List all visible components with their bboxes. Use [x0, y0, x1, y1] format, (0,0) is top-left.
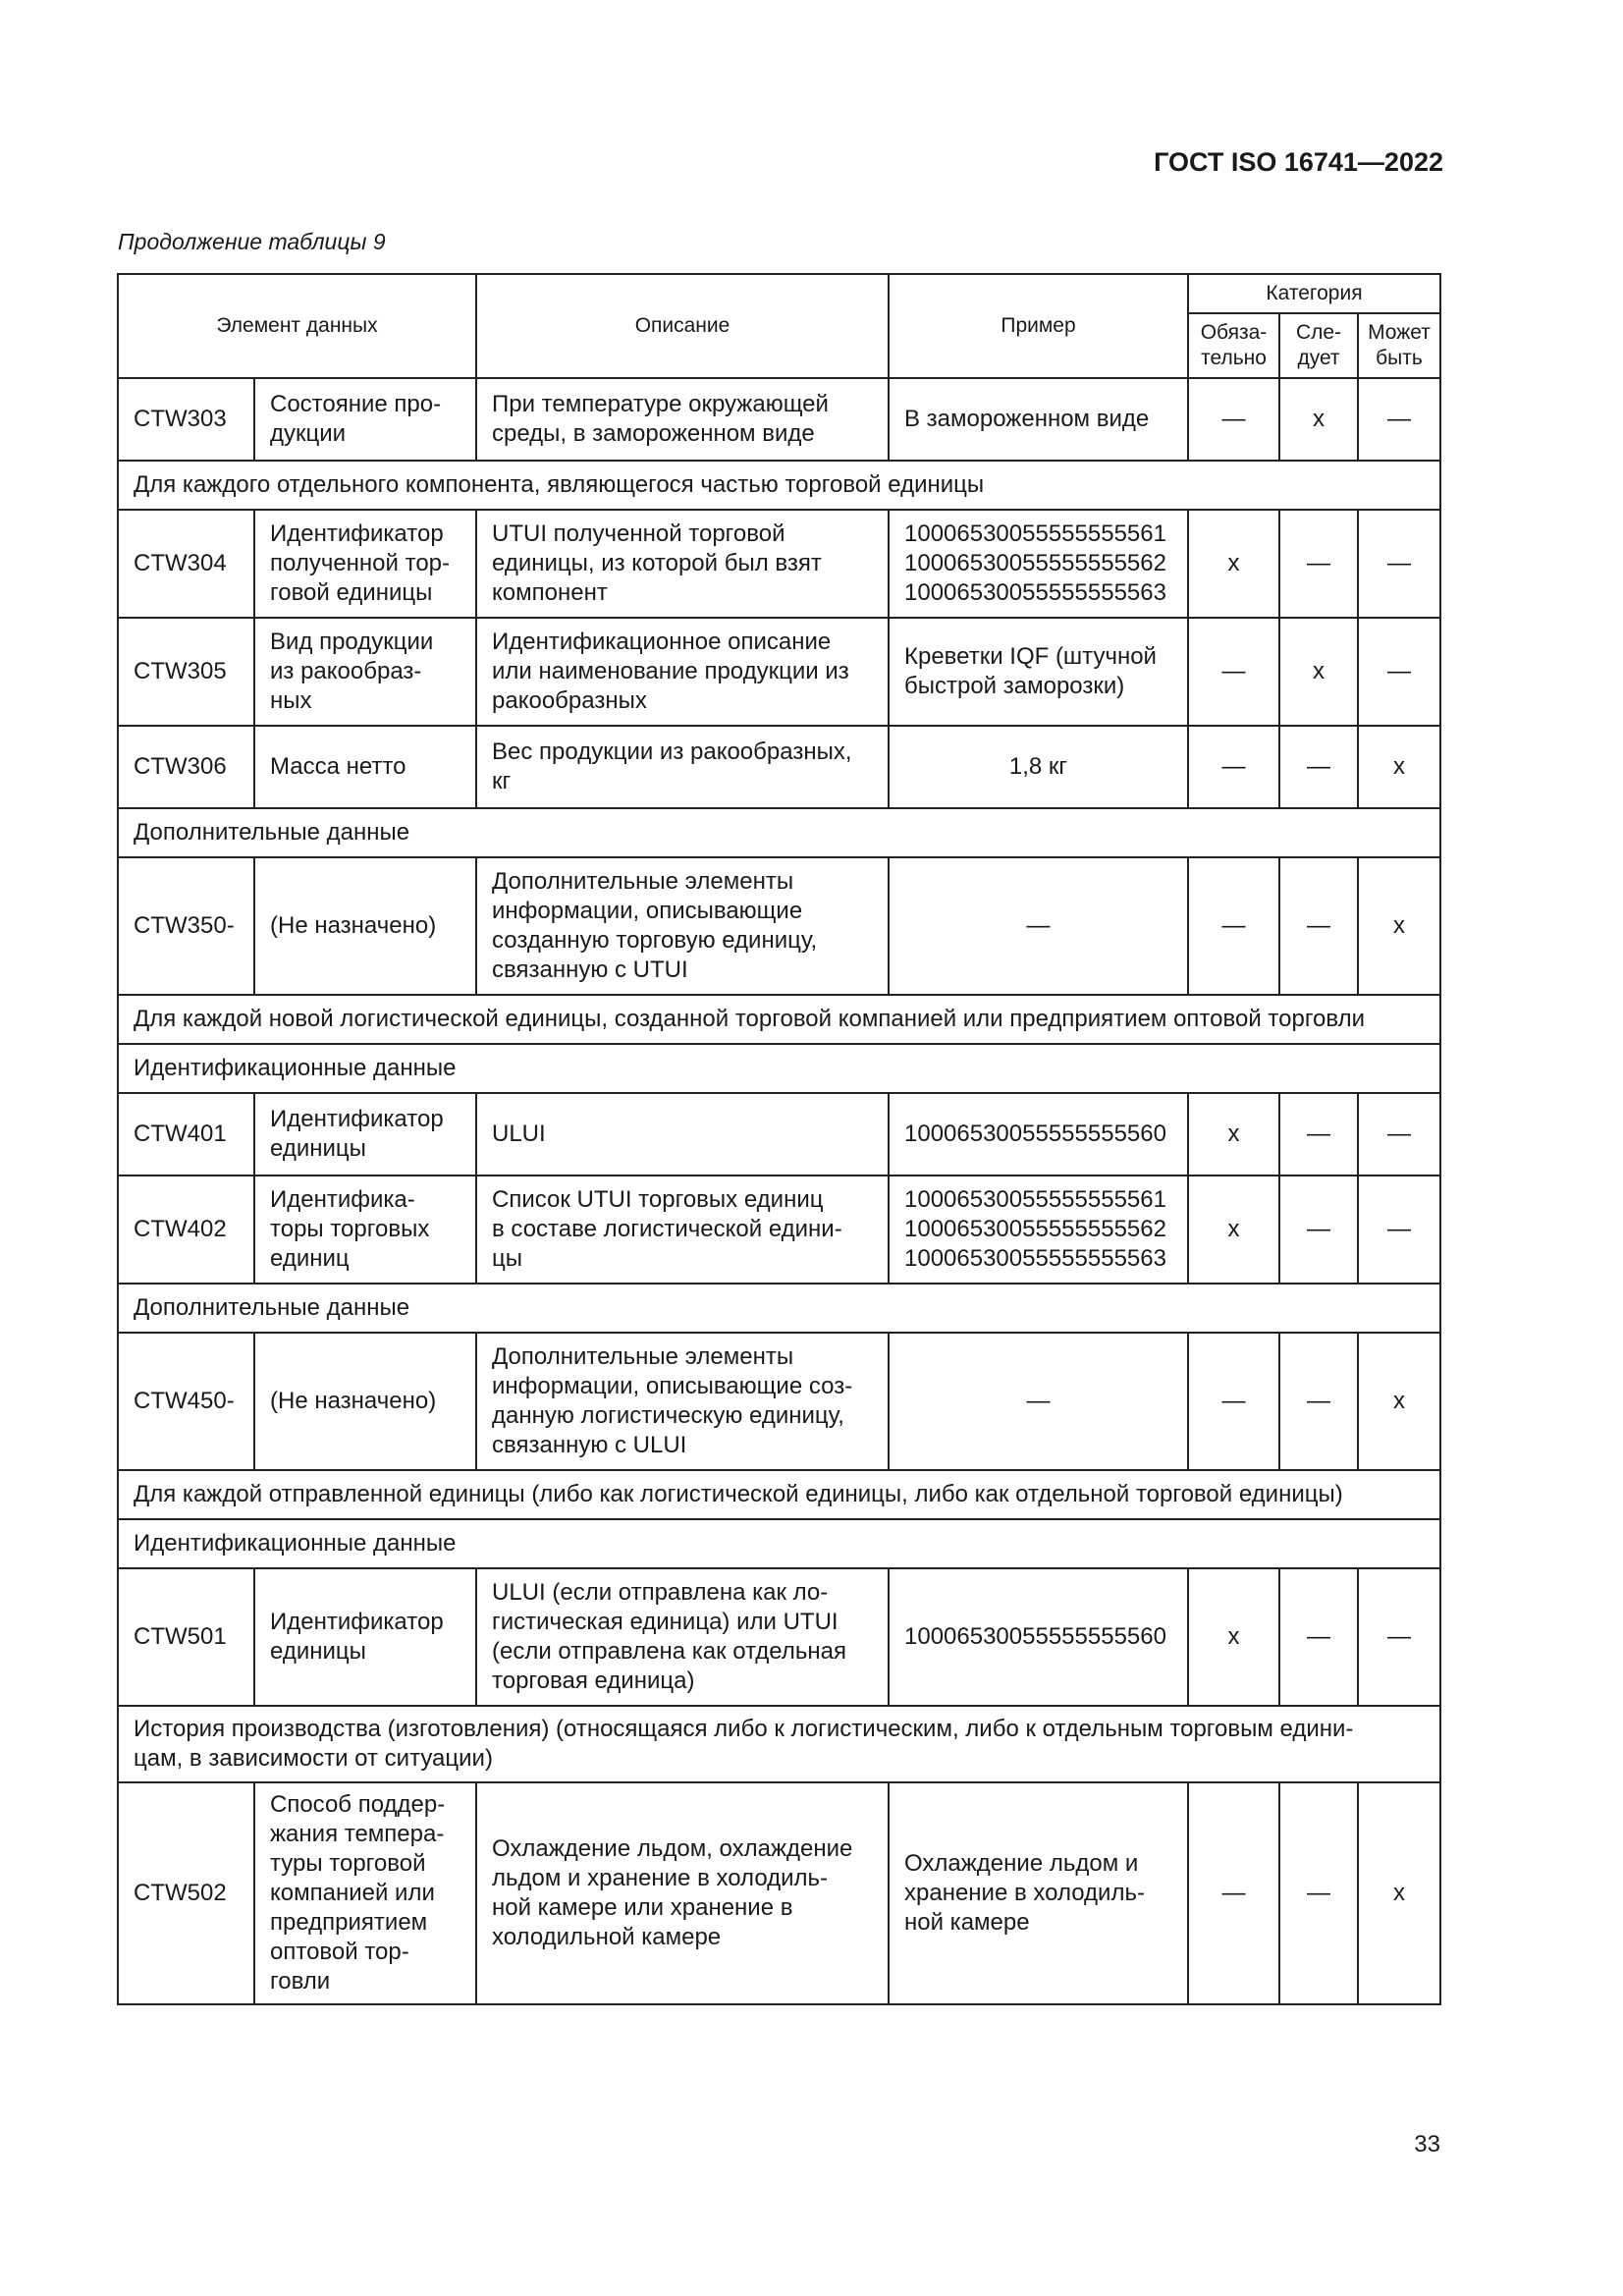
table-row: [118, 1782, 1440, 2004]
element-example: 10006530055555555561 10006530055555555562 10006530055555555563: [889, 510, 1188, 618]
table-row: [118, 1093, 1440, 1175]
category-should: —: [1279, 726, 1358, 808]
element-description: Вес продукции из ракообразных, кг: [476, 726, 889, 808]
element-code: CTW303: [118, 378, 254, 461]
element-example: Охлаждение льдом и хранение в холодиль- ной камере: [889, 1782, 1188, 2004]
section-heading: Дополнительные данные: [118, 1284, 1440, 1333]
section-heading: Идентификационные данные: [118, 1044, 1440, 1093]
element-example: 1,8 кг: [889, 726, 1188, 808]
category-should: —: [1279, 857, 1358, 995]
element-description: Список UTUI торговых единиц в составе логистической едини- цы: [476, 1175, 889, 1284]
table-row: [118, 510, 1440, 618]
element-description: Идентификационное описание или наименование продукции из ракообразных: [476, 618, 889, 726]
element-code: CTW350-: [118, 857, 254, 995]
category-should: —: [1279, 1333, 1358, 1470]
table-section-row: [118, 1044, 1440, 1093]
table-section-row: [118, 1284, 1440, 1333]
table-row: [118, 378, 1440, 461]
header-example: Пример: [889, 274, 1188, 378]
table-row: [118, 618, 1440, 726]
element-description: Охлаждение льдом, охлаждение льдом и хранение в холодиль- ной камере или хранение в холодильной камере: [476, 1782, 889, 2004]
element-code: CTW306: [118, 726, 254, 808]
table-body: [118, 378, 1440, 2004]
header-should: Сле- дует: [1279, 313, 1358, 378]
section-heading: Для каждой отправленной единицы (либо как логистической единицы, либо как отдельной торговой единицы): [118, 1470, 1440, 1519]
category-may: —: [1358, 1568, 1440, 1706]
section-heading: Для каждой новой логистической единицы, созданной торговой компанией или предприятием оптовой торговли: [118, 995, 1440, 1044]
header-mandatory: Обяза- тельно: [1188, 313, 1279, 378]
category-may: —: [1358, 510, 1440, 618]
section-heading: Для каждого отдельного компонента, являющегося частью торговой единицы: [118, 461, 1440, 510]
category-mandatory: x: [1188, 1093, 1279, 1175]
category-should: —: [1279, 1175, 1358, 1284]
category-may: x: [1358, 1333, 1440, 1470]
element-name: Идентификатор единицы: [254, 1093, 476, 1175]
element-name: (Не назначено): [254, 857, 476, 995]
category-should: —: [1279, 510, 1358, 618]
category-mandatory: —: [1188, 1782, 1279, 2004]
header-may: Может быть: [1358, 313, 1440, 378]
category-mandatory: —: [1188, 726, 1279, 808]
table-section-row: [118, 1706, 1440, 1782]
category-may: —: [1358, 378, 1440, 461]
category-may: —: [1358, 1093, 1440, 1175]
data-elements-table: [117, 273, 1441, 2005]
element-name: Состояние про- дукции: [254, 378, 476, 461]
table-row: [118, 857, 1440, 995]
element-example: 10006530055555555560: [889, 1093, 1188, 1175]
table-row: [118, 726, 1440, 808]
category-mandatory: x: [1188, 510, 1279, 618]
category-should: x: [1279, 378, 1358, 461]
category-should: —: [1279, 1568, 1358, 1706]
element-example: 10006530055555555561 10006530055555555562 10006530055555555563: [889, 1175, 1188, 1284]
category-may: —: [1358, 1175, 1440, 1284]
element-description: Дополнительные элементы информации, описывающие соз- данную логистическую единицу, связанную с ULUI: [476, 1333, 889, 1470]
table-section-row: [118, 808, 1440, 857]
category-may: x: [1358, 726, 1440, 808]
table-section-row: [118, 461, 1440, 510]
element-description: ULUI: [476, 1093, 889, 1175]
element-code: CTW401: [118, 1093, 254, 1175]
element-example: Креветки IQF (штучной быстрой заморозки): [889, 618, 1188, 726]
element-example: —: [889, 857, 1188, 995]
section-heading: Дополнительные данные: [118, 808, 1440, 857]
element-code: CTW304: [118, 510, 254, 618]
table-row: [118, 1568, 1440, 1706]
table-row: [118, 1175, 1440, 1284]
category-should: x: [1279, 618, 1358, 726]
header-category: Категория: [1188, 274, 1440, 313]
element-name: Идентифика- торы торговых единиц: [254, 1175, 476, 1284]
document-standard-header: ГОСТ ISO 16741—2022: [1154, 147, 1443, 177]
element-name: Масса нетто: [254, 726, 476, 808]
category-should: —: [1279, 1782, 1358, 2004]
element-description: При температуре окружающей среды, в замороженном виде: [476, 378, 889, 461]
header-data-element: Элемент данных: [118, 274, 476, 378]
category-may: —: [1358, 618, 1440, 726]
element-description: ULUI (если отправлена как ло- гистическая единица) или UTUI (если отправлена как отдельная торговая единица): [476, 1568, 889, 1706]
table-row: [118, 1333, 1440, 1470]
category-should: —: [1279, 1093, 1358, 1175]
category-mandatory: —: [1188, 378, 1279, 461]
category-may: x: [1358, 857, 1440, 995]
element-example: 10006530055555555560: [889, 1568, 1188, 1706]
table-caption: Продолжение таблицы 9: [118, 229, 386, 254]
element-name: Идентификатор полученной тор- говой единицы: [254, 510, 476, 618]
category-mandatory: —: [1188, 1333, 1279, 1470]
table-section-row: [118, 1519, 1440, 1568]
element-name: Вид продукции из ракообраз- ных: [254, 618, 476, 726]
element-example: —: [889, 1333, 1188, 1470]
table-section-row: [118, 1470, 1440, 1519]
page-number: 33: [1414, 2131, 1440, 2158]
element-code: CTW502: [118, 1782, 254, 2004]
section-heading: История производства (изготовления) (относящаяся либо к логистическим, либо к отдельным торговым едини- цам, в зависимости от ситуации): [118, 1706, 1440, 1782]
element-name: (Не назначено): [254, 1333, 476, 1470]
category-mandatory: —: [1188, 857, 1279, 995]
element-code: CTW450-: [118, 1333, 254, 1470]
element-name: Идентификатор единицы: [254, 1568, 476, 1706]
category-may: x: [1358, 1782, 1440, 2004]
category-mandatory: x: [1188, 1568, 1279, 1706]
category-mandatory: —: [1188, 618, 1279, 726]
table-section-row: [118, 995, 1440, 1044]
element-example: В замороженном виде: [889, 378, 1188, 461]
element-code: CTW402: [118, 1175, 254, 1284]
element-name: Способ поддер- жания темпера- туры торговой компанией или предприятием оптовой тор- говли: [254, 1782, 476, 2004]
section-heading: Идентификационные данные: [118, 1519, 1440, 1568]
header-description: Описание: [476, 274, 889, 378]
element-description: Дополнительные элементы информации, описывающие созданную торговую единицу, связанную с UTUI: [476, 857, 889, 995]
category-mandatory: x: [1188, 1175, 1279, 1284]
element-code: CTW501: [118, 1568, 254, 1706]
element-code: CTW305: [118, 618, 254, 726]
element-description: UTUI полученной торговой единицы, из которой был взят компонент: [476, 510, 889, 618]
